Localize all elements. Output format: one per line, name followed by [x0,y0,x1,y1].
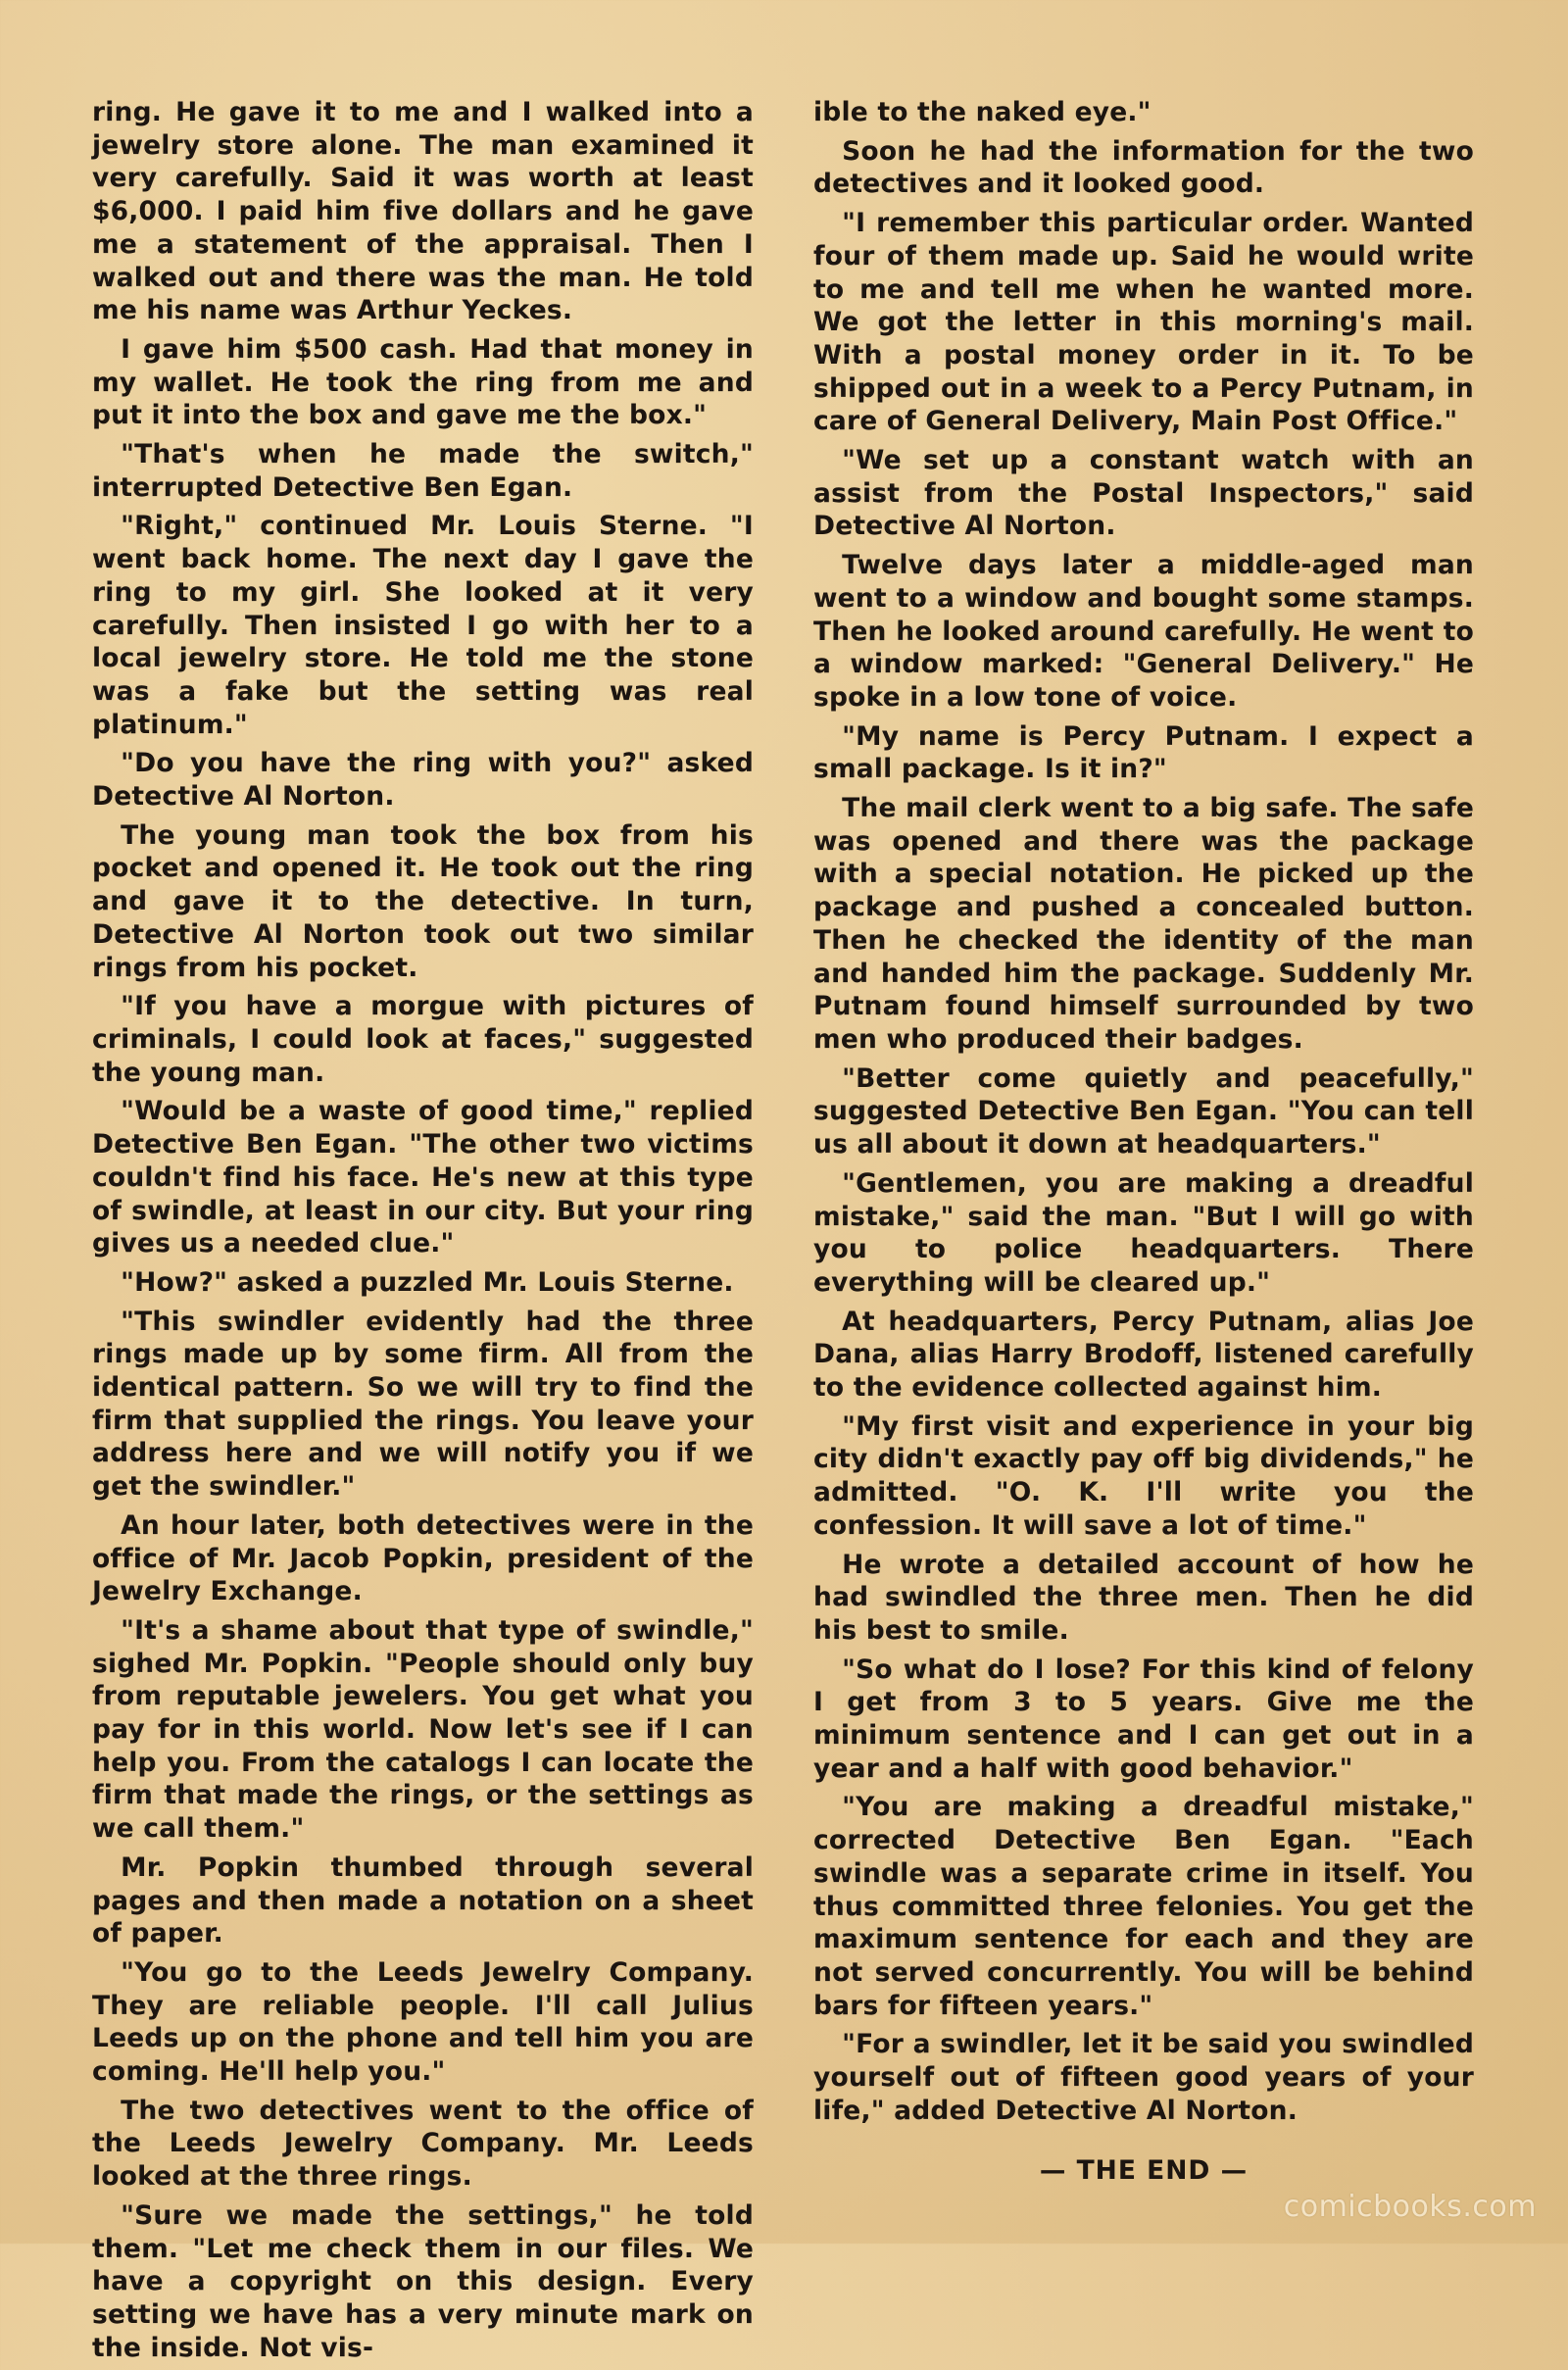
story-paragraph: The mail clerk went to a big safe. The safe was opened and there was the package with a special notation. He picked up the package and pushed a concealed button. Then he checked the identity of the man and handed him the package. Suddenly Mr. Putnam found himself surrounded by two men who produced their badges. [813,793,1474,1055]
story-paragraph: "Right," continued Mr. Louis Sterne. "I went back home. The next day I gave the ring to my girl. She looked at it very carefully. Then insisted I go with her to a local jewelry store. He told me the stone was a fake but the setting was real platinum." [92,511,754,740]
story-paragraph: "We set up a constant watch with an assist from the Postal Inspectors," said Detective Al Norton. [813,445,1474,542]
story-paragraph: "My first visit and experience in your big city didn't exactly pay off big dividends," he admitted. "O. K. I'll write you the confession. It will save a lot of time." [813,1410,1474,1541]
story-paragraph: "This swindler evidently had the three rings made up by some firm. All from the identical pattern. So we will try to find the firm that supplied the rings. You leave your address here and we will notify you if we get the swindler." [92,1306,754,1503]
story-paragraph: ring. He gave it to me and I walked into a jewelry store alone. The man examined it very carefully. Said it was worth at least $6,000. I paid him five dollars and he gave me a statement of the appraisal. Then I walked out and there was the man. He told me his name was Arthur Yeckes. [92,97,754,326]
story-paragraph: An hour later, both detectives were in the office of Mr. Jacob Popkin, president of the Jewelry Exchange. [92,1509,754,1607]
story-paragraph: At headquarters, Percy Putnam, alias Joe Dana, alias Harry Brodoff, listened carefully to the evidence collected against him. [813,1306,1474,1404]
story-paragraph: "That's when he made the switch," interrupted Detective Ben Egan. [92,439,754,503]
story-paragraph: "It's a shame about that type of swindle," sighed Mr. Popkin. "People should only buy from reputable jewelers. You get what you pay for in this world. Now let's see if I can help you. From the catalogs I can locate the firm that made the rings, or the settings as we call them." [92,1614,754,1845]
story-paragraph: "My name is Percy Putnam. I expect a small package. Is it in?" [813,720,1474,785]
story-paragraph: Soon he had the information for the two detectives and it looked good. [813,135,1474,200]
story-paragraph: Mr. Popkin thumbed through several pages and then made a notation on a sheet of paper. [92,1852,754,1950]
story-paragraph: The young man took the box from his pocket and opened it. He took out the ring and gave it to the detective. In turn, Detective Al Norton took out two similar rings from his pocket. [92,819,754,983]
story-paragraph: "You go to the Leeds Jewelry Company. They are reliable people. I'll call Julius Leeds up on the phone and tell him you are coming. He'll help you." [92,1956,754,2088]
story-paragraph: "So what do I lose? For this kind of felony I get from 3 to 5 years. Give me the minimum sentence and I can get out in a year and a half with good behavior." [813,1654,1474,1784]
story-paragraph: "Gentlemen, you are making a dreadful mistake," said the man. "But I will go with you to police headquarters. There everything will be cleared up." [813,1167,1474,1298]
story-paragraph: Twelve days later a middle-aged man went to a window and bought some stamps. Then he looked around carefully. He went to a window marked: "General Delivery." He spoke in a low tone of voice. [813,550,1474,713]
story-paragraph: The two detectives went to the office of the Leeds Jewelry Company. Mr. Leeds looked at the three rings. [92,2095,754,2193]
right-text-column [813,96,1474,2188]
left-text-column [92,96,754,2370]
right-column-paragraphs [813,96,1474,2127]
story-paragraph: "Would be a waste of good time," replied Detective Ben Egan. "The other two victims couldn't find his face. He's new at this type of swindle, at least in our city. But your ring gives us a needed clue." [92,1096,754,1259]
story-paragraph: "If you have a morgue with pictures of criminals, I could look at faces," suggested the young man. [92,991,754,1088]
the-end-label: — THE END — [1039,2155,1249,2187]
story-paragraph: "Sure we made the settings," he told them. "Let me check them in our files. We have a copyright on this design. Every setting we have has a very minute mark on the inside. Not vis- [92,2199,754,2363]
story-paragraph: "How?" asked a puzzled Mr. Louis Sterne. [121,1266,734,1298]
story-paragraph: "Do you have the ring with you?" asked Detective Al Norton. [92,748,754,813]
story-paragraph: ible to the naked eye." [813,97,1152,127]
site-watermark: comicbooks.com [1283,2190,1537,2224]
story-paragraph: I gave him $500 cash. Had that money in my wallet. He took the ring from me and put it into the box and gave me the box." [92,333,754,431]
story-paragraph: "For a swindler, let it be said you swindled yourself out of fifteen good years of your life," added Detective Al Norton. [813,2029,1474,2126]
story-paragraph: He wrote a detailed account of how he had swindled the three men. Then he did his best to smile. [813,1549,1474,1646]
story-paragraph: "Better come quietly and peacefully," suggested Detective Ben Egan. "You can tell us all about it down at headquarters." [813,1062,1474,1160]
story-paragraph: "I remember this particular order. Wanted four of them made up. Said he would write to me and tell me when he wanted more. We got the letter in this morning's mail. With a postal money order in it. To be shipped out in a week to a Percy Putnam, in care of General Delivery, Main Post Office." [813,208,1474,437]
story-paragraph: "You are making a dreadful mistake," corrected Detective Ben Egan. "Each swindle was a separate crime in itself. You thus committed three felonies. You get the maximum sentence for each and they are not served concurrently. You will be behind bars for fifteen years." [813,1792,1474,2021]
